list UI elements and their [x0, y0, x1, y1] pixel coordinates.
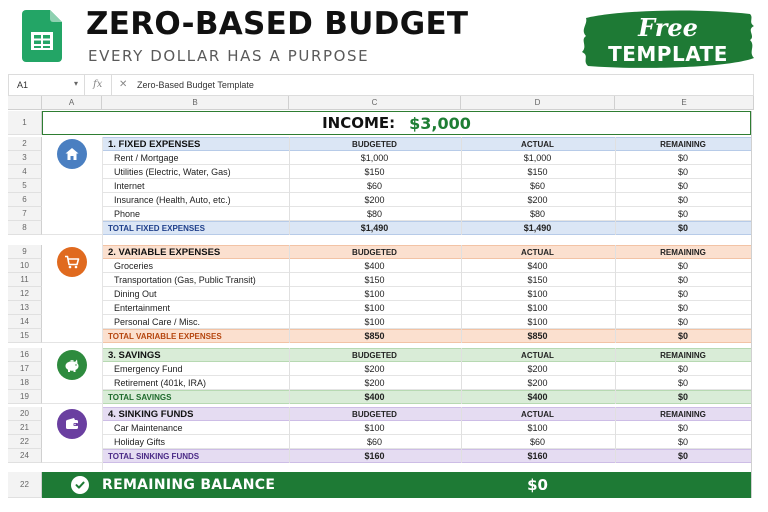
column-header-d[interactable]: D [461, 96, 615, 110]
row-header[interactable]: 17 [8, 362, 42, 376]
page-subtitle: EVERY DOLLAR HAS A PURPOSE [88, 47, 370, 65]
actual-value[interactable]: $200 [527, 378, 548, 388]
line-item-label[interactable]: Car Maintenance [114, 423, 183, 433]
income-cell[interactable] [42, 111, 751, 135]
remaining-value[interactable]: $0 [677, 195, 688, 205]
cell-reference: A1 [17, 80, 29, 90]
row-header[interactable]: 18 [8, 376, 42, 390]
actual-value[interactable]: $150 [527, 275, 548, 285]
budgeted-value[interactable]: $1,000 [360, 153, 389, 163]
select-all-corner[interactable] [8, 96, 42, 110]
remaining-value[interactable]: $0 [677, 275, 688, 285]
column-header-a[interactable]: A [42, 96, 102, 110]
line-item-label[interactable]: Emergency Fund [114, 364, 183, 374]
line-item-label[interactable]: Insurance (Health, Auto, etc.) [114, 195, 231, 205]
row-header[interactable]: 10 [8, 259, 42, 273]
remaining-value[interactable]: $0 [677, 317, 688, 327]
section-total-label[interactable]: TOTAL SINKING FUNDS [108, 451, 200, 461]
actual-value[interactable]: $100 [527, 423, 548, 433]
actual-value[interactable]: $80 [529, 209, 546, 219]
budgeted-value[interactable]: $150 [364, 167, 385, 177]
budgeted-value[interactable]: $150 [364, 275, 385, 285]
formula-divider [111, 75, 112, 95]
total-budgeted-value[interactable]: $1,490 [360, 223, 389, 233]
row-header[interactable]: 11 [8, 273, 42, 287]
formula-input[interactable]: Zero-Based Budget Template [137, 80, 254, 90]
section-total-label[interactable]: TOTAL VARIABLE EXPENSES [108, 331, 222, 341]
column-header-e[interactable]: E [615, 96, 754, 110]
row-header[interactable]: 7 [8, 207, 42, 221]
column-label[interactable]: REMAINING [660, 247, 706, 257]
actual-value[interactable]: $60 [529, 437, 546, 447]
row-header[interactable]: 13 [8, 301, 42, 315]
remaining-balance-value: $0 [527, 476, 548, 494]
section-title[interactable]: 4. SINKING FUNDS [108, 408, 194, 420]
actual-value[interactable]: $150 [527, 167, 548, 177]
column-label[interactable]: ACTUAL [521, 350, 554, 360]
shopping-cart-icon [57, 247, 87, 277]
row-header[interactable]: 15 [8, 329, 42, 343]
column-label[interactable]: BUDGETED [352, 409, 397, 419]
name-box[interactable] [9, 75, 85, 95]
column-header-b[interactable]: B [102, 96, 289, 110]
total-actual-value[interactable]: $160 [527, 451, 548, 461]
piggy-bank-icon [57, 350, 87, 380]
row-header[interactable]: 5 [8, 179, 42, 193]
actual-value[interactable]: $400 [527, 261, 548, 271]
total-actual-value[interactable]: $850 [527, 331, 548, 341]
total-budgeted-value[interactable]: $160 [364, 451, 385, 461]
row-header[interactable]: 12 [8, 287, 42, 301]
total-remaining-value[interactable]: $0 [677, 392, 688, 402]
column-label[interactable]: REMAINING [660, 139, 706, 149]
row-header[interactable]: 22 [8, 472, 42, 498]
badge-free-text: Free [638, 13, 698, 42]
section-total-label[interactable]: TOTAL SAVINGS [108, 392, 172, 402]
budgeted-value[interactable]: $100 [364, 303, 385, 313]
remaining-value[interactable]: $0 [677, 261, 688, 271]
total-budgeted-value[interactable]: $850 [364, 331, 385, 341]
google-sheets-icon [22, 10, 62, 62]
budgeted-value[interactable]: $100 [364, 423, 385, 433]
budgeted-value[interactable]: $200 [364, 378, 385, 388]
total-actual-value[interactable]: $400 [527, 392, 548, 402]
free-template-badge [578, 8, 758, 72]
badge-template-text: TEMPLATE [608, 42, 728, 66]
grid-right-border [751, 111, 752, 498]
total-remaining-value[interactable]: $0 [677, 223, 688, 233]
section-title[interactable]: 1. FIXED EXPENSES [108, 138, 201, 150]
row-header[interactable]: 3 [8, 151, 42, 165]
line-item-label[interactable]: Dining Out [114, 289, 157, 299]
budgeted-value[interactable]: $80 [366, 209, 383, 219]
budgeted-value[interactable]: $400 [364, 261, 385, 271]
home-icon [57, 139, 87, 169]
total-budgeted-value[interactable]: $400 [364, 392, 385, 402]
row-header[interactable]: 8 [8, 221, 42, 235]
line-item-label[interactable]: Groceries [114, 261, 154, 271]
row-header[interactable]: 1 [8, 111, 42, 135]
actual-value[interactable]: $200 [527, 195, 548, 205]
budgeted-value[interactable]: $100 [364, 317, 385, 327]
row-header[interactable]: 22 [8, 435, 42, 449]
remaining-value[interactable]: $0 [677, 364, 688, 374]
remaining-value[interactable]: $0 [677, 209, 688, 219]
actual-value[interactable]: $100 [527, 317, 548, 327]
remaining-value[interactable]: $0 [677, 437, 688, 447]
budgeted-value[interactable]: $200 [364, 364, 385, 374]
row-header[interactable]: 19 [8, 390, 42, 404]
page-title: ZERO-BASED BUDGET [86, 6, 469, 42]
remaining-value[interactable]: $0 [677, 303, 688, 313]
row-header[interactable]: 24 [8, 449, 42, 463]
wallet-icon [57, 409, 87, 439]
row-header[interactable]: 4 [8, 165, 42, 179]
line-item-label[interactable]: Rent / Mortgage [114, 153, 179, 163]
line-item-label[interactable]: Entertainment [114, 303, 171, 313]
actual-value[interactable]: $1,000 [523, 153, 552, 163]
remaining-balance-label: REMAINING BALANCE [102, 477, 276, 493]
actual-value[interactable]: $100 [527, 289, 548, 299]
column-label[interactable]: REMAINING [660, 350, 706, 360]
row-header[interactable]: 16 [8, 348, 42, 362]
row-header[interactable]: 21 [8, 421, 42, 435]
remaining-value[interactable]: $0 [677, 153, 688, 163]
remaining-value[interactable]: $0 [677, 423, 688, 433]
grid-column-line [102, 137, 103, 470]
formula-bar [8, 74, 754, 96]
row-header[interactable]: 6 [8, 193, 42, 207]
column-label[interactable]: BUDGETED [352, 350, 397, 360]
section-title[interactable]: 2. VARIABLE EXPENSES [108, 246, 221, 258]
column-label[interactable]: ACTUAL [521, 409, 554, 419]
close-icon[interactable]: ✕ [119, 79, 128, 90]
income-value: $3,000 [409, 113, 471, 133]
total-remaining-value[interactable]: $0 [677, 331, 688, 341]
banner [0, 0, 768, 74]
remaining-value[interactable]: $0 [677, 378, 688, 388]
column-label[interactable]: ACTUAL [521, 247, 554, 257]
function-icon: fx [93, 79, 103, 90]
remaining-value[interactable]: $0 [677, 289, 688, 299]
line-item-label[interactable]: Phone [114, 209, 141, 219]
budgeted-value[interactable]: $200 [364, 195, 385, 205]
actual-value[interactable]: $100 [527, 303, 548, 313]
line-item-label[interactable]: Internet [114, 181, 145, 191]
column-label[interactable]: BUDGETED [352, 247, 397, 257]
section-title[interactable]: 3. SAVINGS [108, 349, 161, 361]
row-header[interactable]: 9 [8, 245, 42, 259]
budgeted-value[interactable]: $60 [366, 181, 383, 191]
total-remaining-value[interactable]: $0 [677, 451, 688, 461]
row-header[interactable]: 20 [8, 407, 42, 421]
row-header[interactable]: 14 [8, 315, 42, 329]
chevron-down-icon[interactable]: ▾ [73, 79, 78, 88]
column-label[interactable]: REMAINING [660, 409, 706, 419]
section-total-label[interactable]: TOTAL FIXED EXPENSES [108, 223, 205, 233]
actual-value[interactable]: $200 [527, 364, 548, 374]
line-item-label[interactable]: Personal Care / Misc. [114, 317, 201, 327]
total-actual-value[interactable]: $1,490 [523, 223, 552, 233]
check-circle-icon [71, 476, 89, 494]
budgeted-value[interactable]: $100 [364, 289, 385, 299]
actual-value[interactable]: $60 [529, 181, 546, 191]
remaining-value[interactable]: $0 [677, 181, 688, 191]
column-label[interactable]: ACTUAL [521, 139, 554, 149]
line-item-label[interactable]: Utilities (Electric, Water, Gas) [114, 167, 231, 177]
budgeted-value[interactable]: $60 [366, 437, 383, 447]
line-item-label[interactable]: Transportation (Gas, Public Transit) [114, 275, 256, 285]
remaining-value[interactable]: $0 [677, 167, 688, 177]
line-item-label[interactable]: Retirement (401k, IRA) [114, 378, 207, 388]
column-header-c[interactable]: C [289, 96, 461, 110]
line-item-label[interactable]: Holiday Gifts [114, 437, 166, 447]
column-label[interactable]: BUDGETED [352, 139, 397, 149]
row-header[interactable]: 2 [8, 137, 42, 151]
income-label: INCOME: [322, 114, 396, 132]
